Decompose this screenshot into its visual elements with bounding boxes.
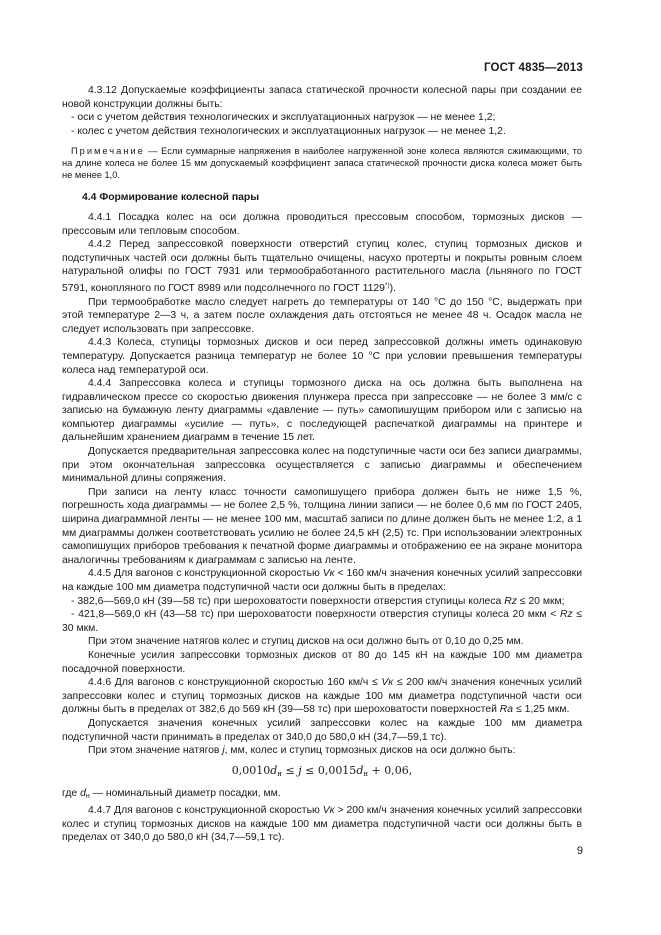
formula-variable: j <box>298 763 302 777</box>
note-text: — Если суммарные напряжения в наиболее нагруженной зоне колеса являются сжимающими, то на длине колеса не более 15 мм допускаемый коэффициент запаса статической прочности диска колеса может быть не менее 1,0. <box>62 146 582 181</box>
formula-variable: d <box>270 763 278 777</box>
paragraph-text: — номинальный диаметр посадки, мм. <box>89 788 281 800</box>
variable-vk: Vк <box>381 677 394 689</box>
note-label: Примечание <box>71 146 145 157</box>
formula-variable: d <box>356 763 364 777</box>
page-number: 9 <box>576 845 583 857</box>
paragraph-4-4-5 <box>62 567 582 594</box>
formula <box>62 764 582 782</box>
paragraph-text: ≤ 200 км/ч значения конечных усилий запрессовки колес и ступиц тормозных дисков на каждые 100 мм диаметра подступичной части оси должны быть в пределах от 382,6 до 569 кН (39—58 тс) при шероховатости поверхностей <box>62 677 582 716</box>
section-heading: 4.4 Формирование колесной пары <box>82 192 260 204</box>
paragraph-text: < 160 км/ч значения конечных усилий запрессовки на каждые 100 мм диаметра подступичной части оси должны быть в пределах: <box>62 568 583 593</box>
formula-subscript: н <box>85 793 90 801</box>
list-item <box>62 595 582 609</box>
paragraph-text: 4.4.6 Для вагонов с конструкционной скоростью 160 км/ч ≤ <box>88 677 382 689</box>
paragraph-text: ≤ 1,25 мкм. <box>513 704 570 716</box>
paragraph-text: 4.4.7 Для вагонов с конструкционной скоростью <box>88 804 323 816</box>
paragraph-text: > 200 км/ч значения конечных усилий запрессовки колес и ступиц тормозных дисков на каждые 100 мм диаметра подступичной части оси должны быть в пределах от 340,0 до 580,0 кН (34,7—59,1 тс). <box>62 804 583 844</box>
paragraph-4-4-1: 4.4.1 Посадка колес на оси должна проводиться прессовым способом, тормозных дисков — прессовым или тепловым способом. <box>62 211 582 237</box>
formula-subscript: н <box>277 769 282 778</box>
paragraph-text: ≤ 30 мкм. <box>62 609 582 634</box>
paragraph-text: - 382,6—569,0 кН (39—58 тс) при шероховатости поверхности отверстия ступицы колеса <box>71 595 505 607</box>
variable-ra: Ra <box>499 704 514 716</box>
paragraph-text: , мм, колес и ступиц тормозных дисков на оси должно быть: <box>224 745 516 757</box>
paragraph-4-4-4: 4.4.4 Запрессовка колеса и ступицы тормозного диска на ось должна быть выполнена на гидравлическом прессе со скоростью движения плунжера пресса при запрессовке — не более 3 мм/с с записью на бумажную ленту диаграммы «давление — путь» самопишущим прибором или с записью на компьютер диаграммы «усилие — путь», с последующей распечаткой диаграммы на принтере и дальнейшим хранением диаграмм в течение 15 лет. <box>62 378 582 444</box>
document-body <box>62 84 582 845</box>
formula-variable: d <box>80 788 86 800</box>
list-item: - колес с учетом действия технологических и эксплуатационных нагрузок — не менее 1,2. <box>71 125 506 137</box>
document-header: ГОСТ 4835—2013 <box>483 62 583 74</box>
paragraph-text: 4.4.2 Перед запрессовкой поверхности отверстий ступиц колес, ступиц тормозных дисков и подступичных частей оси должны быть тщательно очищены, насухо протерты и покрыты ровным слоем натуральной олифы по ГОСТ 7931 или термообработанного растительного масла (льняного по ГОСТ 5791, конопляного по ГОСТ 8989 или подсолнечного по ГОСТ 1129 <box>62 239 582 294</box>
paragraph-text: где <box>62 788 81 800</box>
list-item: - оси с учетом действия технологических и эксплуатационных нагрузок — не менее 1,2; <box>71 112 496 124</box>
note <box>62 145 582 181</box>
variable-j: j <box>222 745 225 757</box>
variable-vk: Vк <box>322 568 335 580</box>
formula-subscript: н <box>363 769 369 778</box>
footnote-mark: *) <box>384 281 390 289</box>
paragraph-text: - 421,8—569,0 кН (43—58 тс) при шероховатости поверхности отверстия ступицы колеса 20 мкм < <box>71 609 560 621</box>
variable-vk: Vк <box>322 804 335 816</box>
paragraph-text: 4.4.5 Для вагонов с конструкционной скоростью <box>88 568 323 580</box>
variable-rz: Rz <box>559 609 573 621</box>
formula-part: 0,0010 <box>231 763 271 777</box>
variable-rz: Rz <box>504 595 517 607</box>
paragraph-4-4-4-second: Допускается предварительная запрессовка колес на подступичные части оси без записи диаграммы, при этом окончательная запрессовка осуществляется с записью диаграммы и обеспечением минимальной длины сопряжения. <box>62 446 582 485</box>
paragraph-4-4-4-third: При записи на ленту класс точности самопишущего прибора должен быть не ниже 1,5 %, погрешность хода диаграммы — не более 2,5 %, толщина линии записи — не более 0,6 мм по ГОСТ 2405, ширина диаграммной ленты — не менее 100 мм, масштаб записи по длине должен быть не менее 1:2, а 1 мм диаграммы должен соответствовать усилию не более 24,5 кН (2,5) тс. При использовании электронных самопишущих приборов требования к печатной форме диаграммы и отображению ее на экране монитора аналогичны требованиям к диаграммам с записью на ленте. <box>62 486 582 566</box>
paragraph-text: При этом значение натягов <box>88 745 223 757</box>
paragraph-4-4-7 <box>62 804 582 845</box>
paragraph-4-3-12: 4.3.12 Допускаемые коэффициенты запаса статической прочности колесной пары при создании ее новой конструкции должны быть: <box>62 85 582 110</box>
paragraph-4-4-6 <box>62 676 582 717</box>
formula-part: ≤ <box>281 763 299 777</box>
paragraph-4-4-3: 4.4.3 Колеса, ступицы тормозных дисков и оси перед запрессовкой должны иметь одинаковую температуру. Допускается разница температур не более 10 °С при условии превышения температуры колеса над температурой оси. <box>62 337 582 376</box>
paragraph-4-4-5-third: Конечные усилия запрессовки тормозных дисков от 80 до 145 кН на каждые 100 мм диаметра посадочной поверхности. <box>62 649 582 675</box>
paragraph-4-4-5-second: При этом значение натягов колес и ступиц дисков на оси должно быть от 0,10 до 0,25 мм. <box>88 636 524 648</box>
formula-part: + 0,06, <box>368 763 413 777</box>
formula-part: ≤ 0,0015 <box>301 763 357 777</box>
list-item <box>62 608 582 635</box>
paragraph-text: ). <box>389 282 396 294</box>
paragraph-4-4-6-second: Допускается значения конечных усилий запрессовки колес на каждые 100 мм диаметра подступичной части принимать в пределах от 340,0 до 580,0 кН (34,7—59,1 тс). <box>62 717 582 743</box>
paragraph-4-4-2-continued: При термообработке масло следует нагреть до температуры от 140 °С до 150 °С, выдержать при этой температуре 2—3 ч, а затем после охлаждения дать отстояться не менее 48 ч. Осадок масла не следует использовать при запрессовке. <box>62 296 582 335</box>
paragraph-4-4-6-third <box>62 744 582 758</box>
paragraph-4-4-2 <box>62 238 582 295</box>
paragraph-text: ≤ 20 мкм; <box>516 595 565 607</box>
formula-legend <box>62 787 582 804</box>
